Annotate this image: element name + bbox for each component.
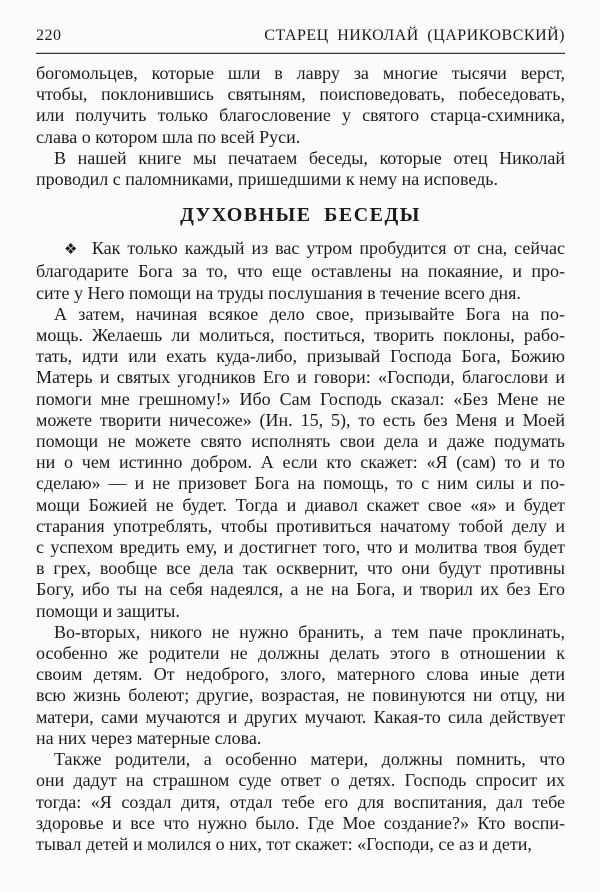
text-line: помощи и защиты.	[36, 600, 180, 621]
text-line: тогда: «Я создал дитя, отдал тебе его для воспитания, дал тебе	[36, 791, 565, 812]
page-body	[36, 63, 565, 855]
text-line: всю жизнь болеют; другие, возрастая, не повинуются ни отцу, ни	[36, 685, 565, 706]
text-line: благодарите Бога за то, что еще оставлены на покаяние, и про-	[36, 261, 565, 282]
text-line: В нашей книге мы печатаем беседы, которые отец Николай	[54, 147, 565, 168]
text-line: помощи не можете свято исполнять свои дела и даже подумать	[36, 431, 565, 452]
text-line: тать, идти или ехать куда-либо, призывай Господа Бога, Божию	[36, 346, 565, 367]
text-line: здоровье и все что нужно было. Где Мое создание?» Кто воспи-	[36, 812, 565, 833]
text-line: матери, сами мучаются и других мучают. Какая-то сила действует	[36, 706, 565, 727]
running-title: СТАРЕЦ НИКОЛАЙ (ЦАРИКОВСКИЙ)	[264, 27, 565, 44]
paragraph	[36, 304, 565, 622]
paragraph	[36, 749, 565, 855]
text-line: мощи Божией не будет. Тогда и диавол скажет свое «я» и будет	[36, 494, 565, 515]
text-line: своим детям. От недоброго, злого, матерного слова иные дети	[36, 664, 565, 685]
text-line: помоги мне грешному!» Ибо Сам Господь сказал: «Без Мене не	[36, 388, 565, 409]
text-line: богомольцев, которые шли в лавру за многие тысячи верст,	[36, 63, 565, 83]
text-line: на них через матерные слова.	[36, 727, 262, 748]
text-line: Во-вторых, никого не нужно бранить, а тем паче проклинать,	[54, 621, 565, 642]
section-heading: ДУХОВНЫЕ БЕСЕДЫ	[180, 204, 421, 227]
text-line: сите у Него помощи на труды послушания в течение всего дня.	[36, 282, 521, 303]
text-line: тывал детей и молился о них, тот скажет: «Господи, се аз и дети,	[36, 833, 532, 854]
text-line: старания употреблять, чтобы противиться начатому тобой делу и	[36, 515, 565, 536]
text-line: слава о котором шла по всей Руси.	[36, 126, 301, 147]
diamond-bullet-icon: ❖	[64, 242, 80, 259]
text-line: ни о чем истинно добром. А если кто скажет: «Я (сам) то и то	[36, 452, 565, 473]
text-line: ❖ Как только каждый из вас утром пробудится от сна, сейчас	[64, 238, 565, 259]
text-line: в грех, вообще все дела так осквернит, что они будут противны	[36, 558, 565, 579]
header-rule	[36, 52, 565, 54]
text-line: А затем, начиная всякое дело свое, призывайте Бога на по-	[54, 303, 565, 324]
text-line: особенно же родители не должны делать этого в отношении к	[36, 643, 565, 664]
paragraph	[36, 238, 565, 304]
running-header	[36, 26, 565, 46]
text-line: можете творити ничесоже» (Ин. 15, 5), то есть без Меня и Моей	[36, 409, 565, 430]
text-line: или получить только благословение у святого старца-схимника,	[36, 105, 565, 126]
paragraph	[36, 63, 565, 148]
text-line: сделаю» — и не призовет Бога на помощь, то с ним силы и по-	[36, 473, 565, 494]
text-line: Богу, ибо ты на себя надеялся, а не на Бога, и творил их без Его	[36, 579, 565, 600]
paragraph	[36, 622, 565, 749]
text-line: мощь. Желаешь ли молиться, поститься, творить поклоны, рабо-	[36, 325, 565, 346]
text-line: с успехом вредить ему, и достигнет того, что и молитва твоя будет	[36, 537, 565, 558]
text-line: проводил с паломниками, пришедшими к нему на исповедь.	[36, 169, 499, 190]
page-number: 220	[36, 27, 62, 44]
text-line: Матерь и святых угодников Его и говори: «Господи, благослови и	[36, 367, 565, 388]
text-line: Также родители, а особенно матери, должны помнить, что	[54, 749, 565, 770]
text-line: они дадут на страшном суде ответ о детях. Господь спросит их	[36, 770, 565, 791]
text-line: чтобы, поклонившись святыням, поисповедовать, побеседовать,	[36, 84, 565, 105]
paragraph	[36, 148, 565, 190]
